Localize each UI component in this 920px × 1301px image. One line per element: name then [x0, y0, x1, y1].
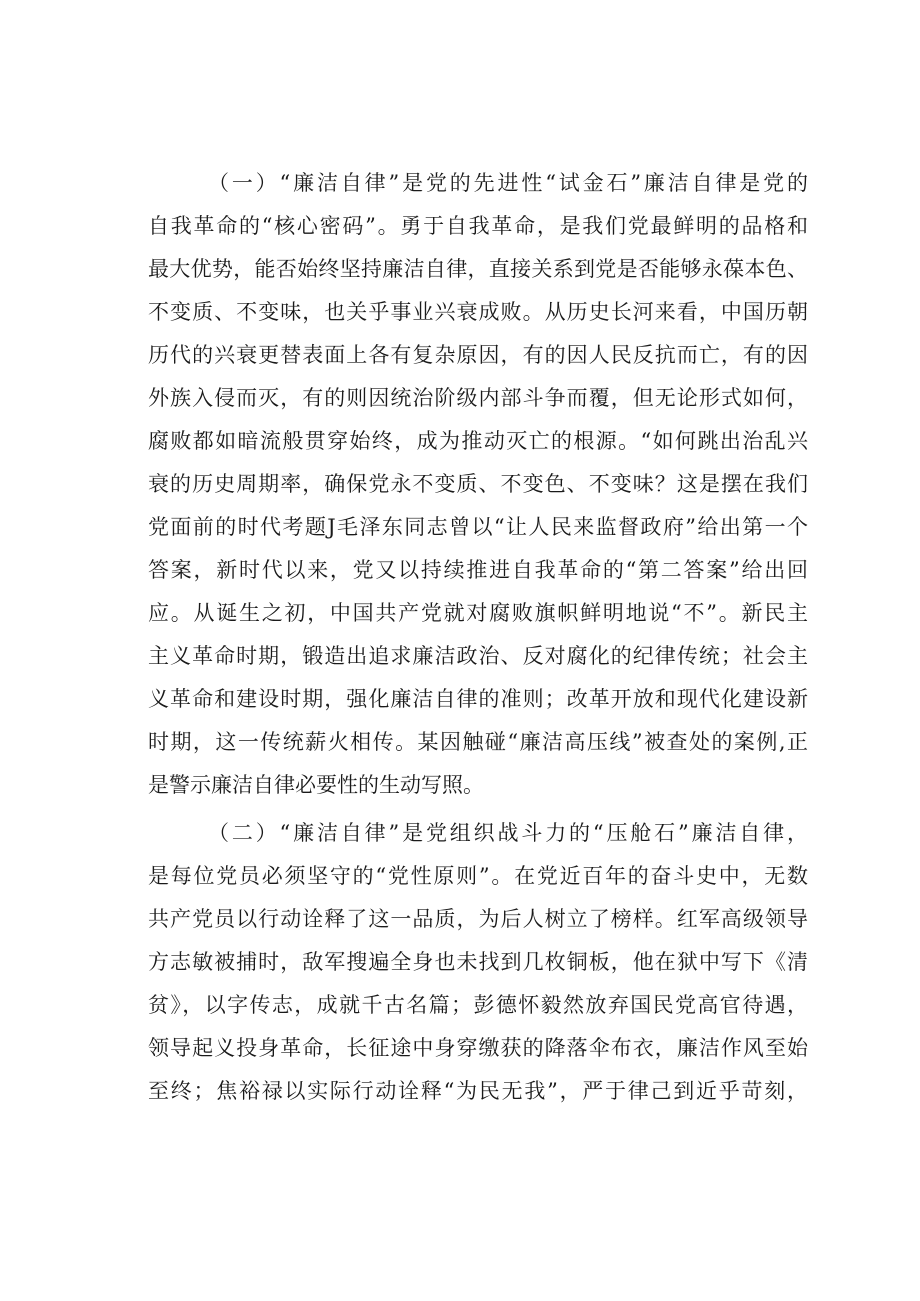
paragraph-1-line-14: 时期，这一传统薪火相传。某因触碰“廉洁高压线”被查处的案例,正 [148, 730, 808, 754]
paragraph-1-line-5: 历代的兴衰更替表面上各有复杂原因，有的因人民反抗而亡，有的因 [148, 343, 808, 367]
paragraph-2-line-2: 是每位党员必须坚守的“党性原则”。在党近百年的奋斗史中，无数 [148, 864, 808, 888]
paragraph-1-line-9: 党面前的时代考题J毛泽东同志曾以“让人民来监督政府”给出第一个 [148, 515, 808, 539]
paragraph-1-line-12: 主义革命时期，锻造出追求廉洁政治、反对腐化的纪律传统；社会主 [148, 644, 808, 668]
paragraph-1-line-2: 自我革命的“核心密码”。勇于自我革命，是我们党最鲜明的品格和 [148, 214, 808, 238]
paragraph-2-line-3: 共产党员以行动诠释了这一品质，为后人树立了榜样。红军高级领导 [148, 907, 808, 931]
paragraph-1-line-3: 最大优势，能否始终坚持廉洁自律，直接关系到党是否能够永葆本色、 [148, 257, 808, 281]
paragraph-1-line-11: 应。从诞生之初，中国共产党就对腐败旗帜鲜明地说“不”。新民主 [148, 601, 808, 625]
paragraph-1-line-13: 义革命和建设时期，强化廉洁自律的准则；改革开放和现代化建设新 [148, 687, 808, 711]
paragraph-1-line-10: 答案，新时代以来，党又以持续推进自我革命的“第二答案”给出回 [148, 558, 808, 582]
paragraph-1-line-15: 是警示廉洁自律必要性的生动写照。 [148, 773, 484, 797]
paragraph-1-line-8: 衰的历史周期率，确保党永不变质、不变色、不变味？这是摆在我们 [148, 472, 808, 496]
paragraph-2-line-5: 贫》，以字传志，成就千古名篇；彭德怀毅然放弃国民党高官待遇， [148, 993, 808, 1017]
paragraph-2-line-4: 方志敏被捕时，敌军搜遍全身也未找到几枚铜板，他在狱中写下《清 [148, 950, 808, 974]
paragraph-2-line-7: 至终；焦裕禄以实际行动诠释“为民无我”，严于律己到近乎苛刻， [148, 1079, 808, 1103]
paragraph-2-line-6: 领导起义投身革命，长征途中身穿缴获的降落伞布衣，廉洁作风至始 [148, 1036, 808, 1060]
paragraph-1-line-1: （一）“廉洁自律”是党的先进性“试金石”廉洁自律是党的 [208, 171, 808, 195]
paragraph-1-line-4: 不变质、不变味，也关乎事业兴衰成败。从历史长河来看，中国历朝 [148, 300, 808, 324]
paragraph-1-line-7: 腐败都如暗流般贯穿始终，成为推动灭亡的根源。“如何跳出治乱兴 [148, 429, 808, 453]
paragraph-2-line-1: （二）“廉洁自律”是党组织战斗力的“压舱石”廉洁自律， [208, 821, 808, 845]
paragraph-1-line-6: 外族入侵而灭，有的则因统治阶级内部斗争而覆，但无论形式如何， [148, 386, 808, 410]
